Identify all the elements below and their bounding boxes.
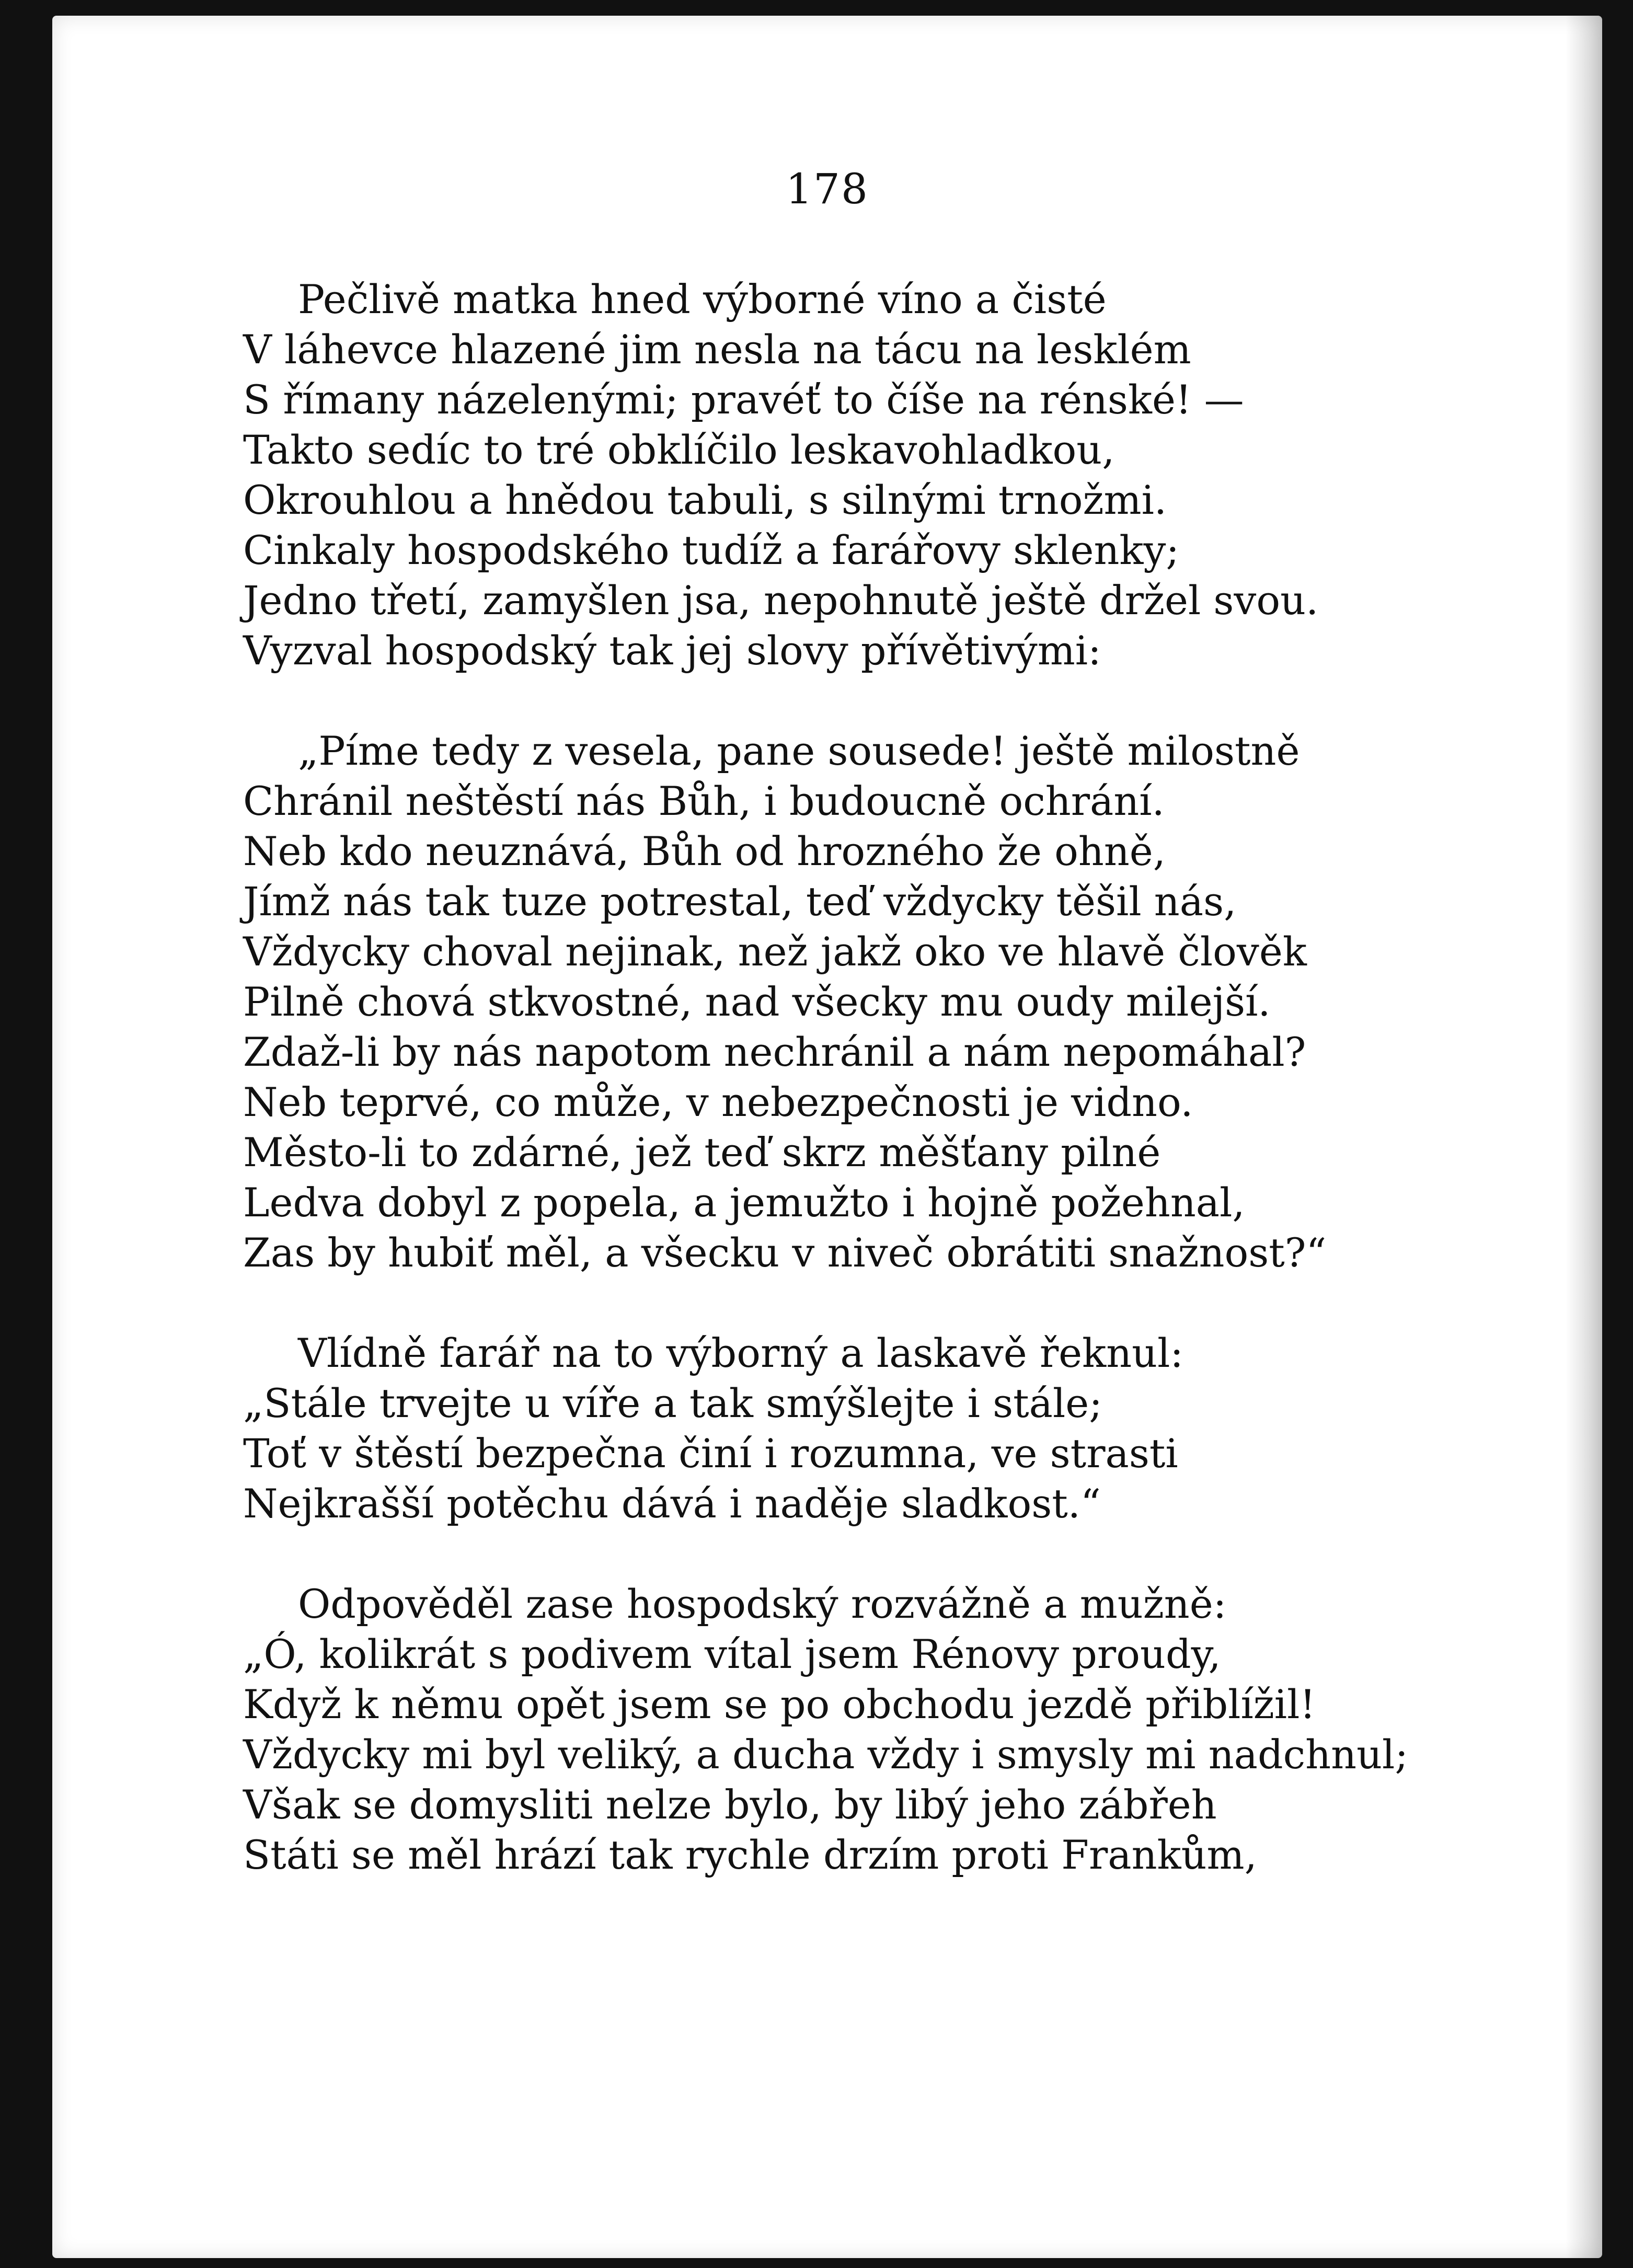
poem-line: Okrouhlou a hnědou tabuli, s silnými trnožmi. [243,477,1167,523]
poem-line: Takto sedíc to tré obklíčilo leskavohladkou, [243,427,1115,473]
poem-line: „Ó, kolikrát s podivem vítal jsem Rénovy proudy, [243,1631,1221,1677]
poem-line: Když k němu opět jsem se po obchodu jezdě přiblížil! [243,1681,1316,1728]
poem-line: Ledva dobyl z popela, a jemužto i hojně požehnal, [243,1179,1245,1226]
stanza-gap [243,676,1550,726]
poem-line: Však se domysliti nelze bylo, by libý jeho zábřeh [243,1781,1217,1828]
poem-line: „Stále trvejte u víře a tak smýšlejte i stále; [243,1380,1102,1426]
poem-line: Státi se měl hrází tak rychle drzím proti Frankům, [243,1832,1257,1878]
poem-line: Vždycky mi byl veliký, a ducha vždy i smysly mi nadchnul; [243,1731,1408,1778]
poem-line: Neb kdo neuznává, Bůh od hrozného že ohně, [243,828,1166,874]
poem-line: Jímž nás tak tuze potrestal, teď vždycky těšil nás, [243,878,1237,925]
poem-line: Pilně chová stkvostné, nad všecky mu oudy milejší. [243,978,1271,1025]
poem-text [243,274,1550,1880]
poem-line: Jedno třetí, zamyšlen jsa, nepohnutě ještě držel svou. [243,577,1319,624]
page-number: 178 [786,165,869,213]
poem-line: Nejkrašší potěchu dává i naděje sladkost.“ [243,1480,1101,1527]
stanza-gap [243,1529,1550,1579]
poem-line: Toť v štěstí bezpečna činí i rozumna, ve strasti [243,1430,1178,1477]
poem-line: Vyzval hospodský tak jej slovy přívětivými: [243,627,1101,674]
poem-line: Cinkaly hospodského tudíž a farářovy sklenky; [243,527,1180,573]
poem-line: Vlídně farář na to výborný a laskavě řeknul: [298,1330,1184,1376]
poem-line: V láhevce hlazené jim nesla na tácu na lesklém [243,326,1191,373]
poem-line: Zas by hubiť měl, a všecku v niveč obrátiti snažnost?“ [243,1229,1327,1276]
stanza-gap [243,1278,1550,1328]
poem-line: Neb teprvé, co může, v nebezpečnosti je vidno. [243,1079,1193,1125]
poem-line: Pečlivě matka hned výborné víno a čisté [298,276,1107,323]
poem-line: Odpověděl zase hospodský rozvážně a mužně: [298,1581,1227,1627]
page-edge-shadow [1566,16,1602,2258]
poem-line: S římany názelenými; pravéť to číše na rénské! — [243,376,1244,423]
poem-line: Město-li to zdárné, jež teď skrz měšťany pilné [243,1129,1161,1176]
poem-line: Vždycky choval nejinak, než jakž oko ve hlavě člověk [243,928,1307,975]
poem-line: Zdaž-li by nás napotom nechránil a nám nepomáhal? [243,1029,1306,1075]
book-page [52,16,1602,2258]
poem-line: „Píme tedy z vesela, pane sousede! ještě milostně [298,728,1300,774]
poem-line: Chránil neštěstí nás Bůh, i budoucně ochrání. [243,778,1165,824]
